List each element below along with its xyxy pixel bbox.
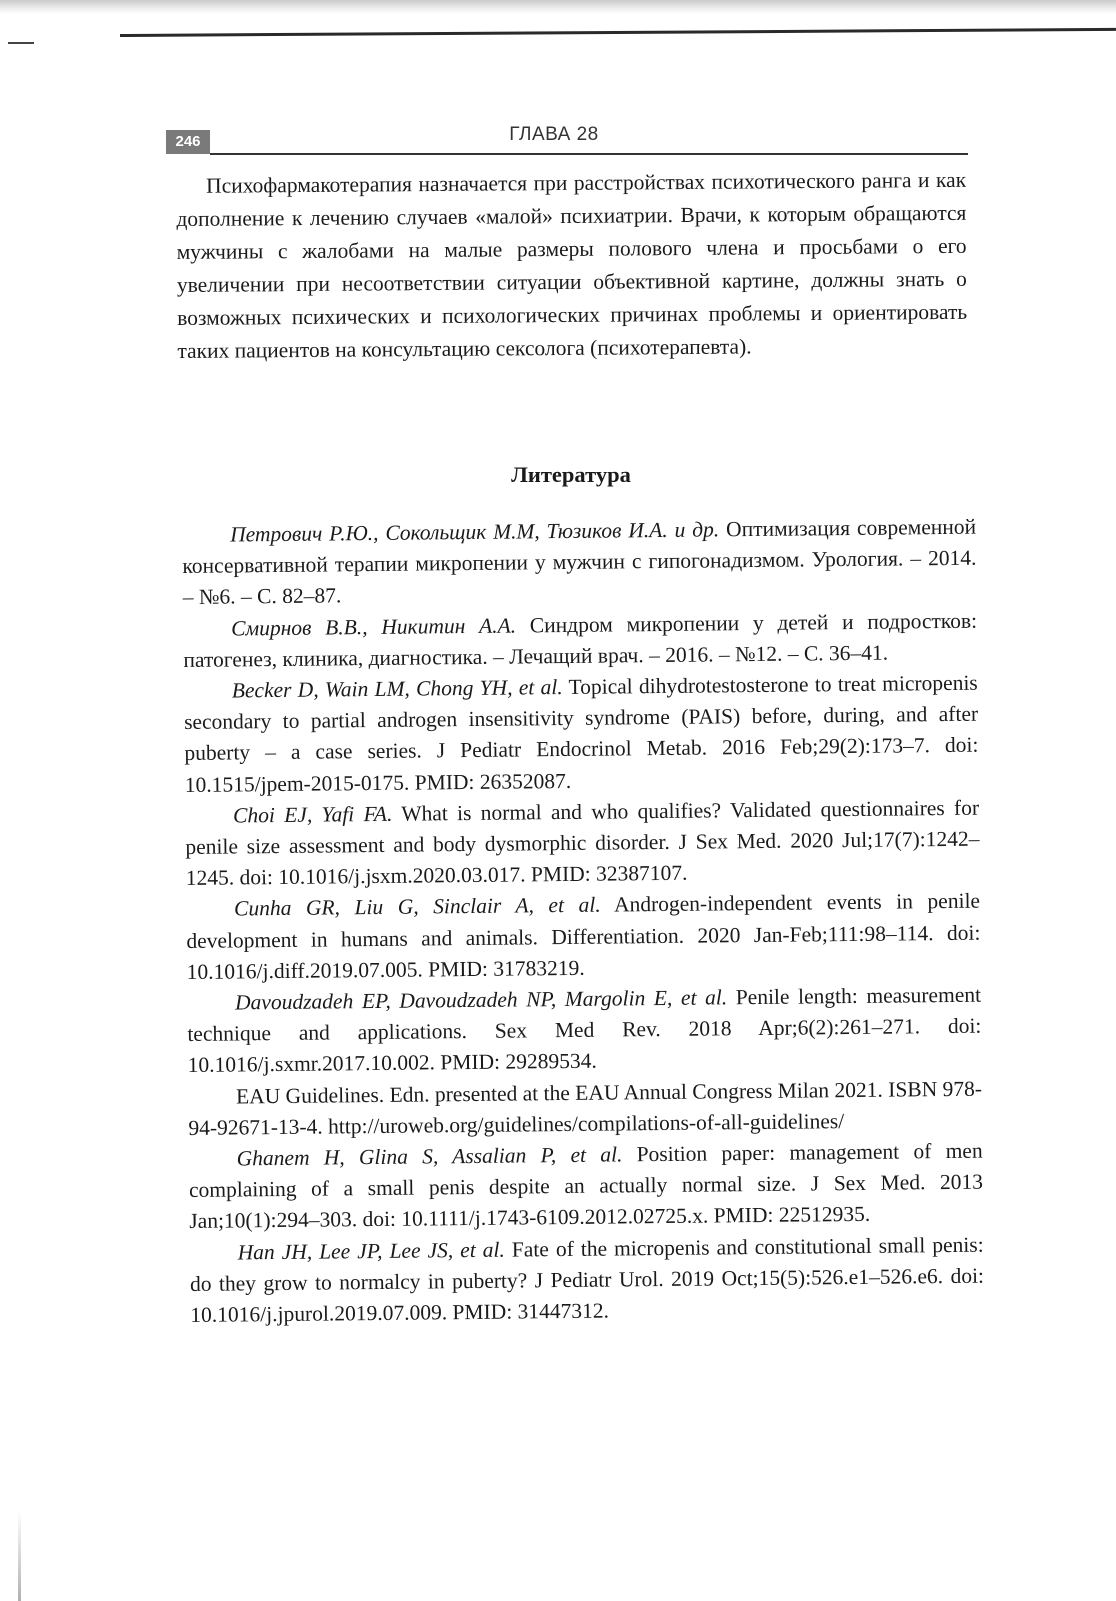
reference-text: Position paper: management of men complaining of a small penis despite an actually normal size. J Sex Med. 2013 Jan;10(1):294–303. doi: 10.1111/j.1743-6109.2012.02725.x. PMID: 22512935. — [188, 1138, 984, 1234]
reference-item — [183, 605, 978, 676]
reference-text: Androgen-independent events in penile development in humans and animals. Differentiation. 2020 Jan-Feb;111:98–114. doi: 10.1016/j.diff.2019.07.005. PMID: 31783219. — [186, 889, 981, 984]
page-number-badge: 246 — [166, 130, 210, 154]
chapter-title: ГЛАВА 28 — [509, 124, 599, 145]
reference-item — [187, 980, 982, 1082]
running-header — [166, 124, 968, 158]
reference-text: Penile length: measurement technique and applications. Sex Med Rev. 2018 Apr;6(2):261–271. doi: 10.1016/j.sxmr.2017.10.002. PMID: 29289534. — [187, 982, 982, 1078]
reference-item — [189, 1136, 984, 1238]
reference-item — [188, 1073, 983, 1144]
scan-gutter-shadow — [18, 1510, 21, 1601]
reference-text: Синдром микропении у детей и подростков: патогенез, клиника, диагностика. – Лечащий врач. – 2016. – №12. – С. 36–41. — [183, 608, 978, 672]
scan-top-rule — [120, 28, 1116, 37]
reference-text: Topical dihydrotestosterone to treat micropenis secondary to partial androgen insensitivity syndrome (PAIS) before, during, and after puberty – a case series. J Pediatr Endocrinol Metab. 2016 Feb;29(2):173–7. doi: 10.1515/jpem-2015-0175. PMID: 26352087. — [183, 670, 979, 797]
literature-heading: Литература — [511, 462, 631, 487]
body-text — [176, 164, 968, 368]
reference-authors: Han JH, Lee JP, Lee JS, et al. — [237, 1237, 505, 1265]
scan-mark — [8, 42, 34, 44]
reference-text: Fate of the micropenis and constitutional small penis: do they grow to normalcy in puberty? J Pediatr Urol. 2019 Oct;15(5):526.e1–526.e6. doi: 10.1016/j.jpurol.2019.07.009. PMID: 31447312. — [189, 1232, 985, 1328]
reference-item — [182, 512, 977, 614]
header-rule — [210, 153, 968, 155]
reference-text: What is normal and who qualifies? Validated questionnaires for penile size assessment and body dysmorphic disorder. J Sex Med. 2020 Jul;17(7):1242–1245. doi: 10.1016/j.jsxm.2020.03.017. PMID: 32387107. — [185, 795, 980, 891]
reference-authors: Becker D, Wain LM, Chong YH, et al. — [231, 675, 563, 703]
body-paragraph: Психофармакотерапия назначается при расстройствах психотического ранга и как дополнение к лечению случаев «малой» психиатрии. Врачи, к которым обращаются мужчины с жалобами на малые размеры полового члена и просьбами о его увеличении при несоответствии ситуации объективной картине, должны знать о возможных психических и психологических причинах проблемы и ориентировать таких пациентов на консультацию сексолога (психотерапевта). — [176, 167, 968, 363]
reference-authors: Davoudzadeh EP, Davoudzadeh NP, Margolin E, et al. — [234, 985, 728, 1015]
scan-edge-shadow — [0, 0, 1116, 14]
reference-authors: Cunha GR, Liu G, Sinclair A, et al. — [233, 893, 601, 921]
reference-item — [190, 1229, 985, 1331]
reference-authors: Choi EJ, Yafi FA. — [232, 801, 393, 828]
reference-item — [184, 668, 979, 801]
reference-authors: Смирнов В.В., Никитин А.А. — [231, 613, 517, 641]
reference-list — [182, 512, 984, 1332]
reference-authors: Петрович Р.Ю., Сокольщик М.М, Тюзиков И.А. и др. — [230, 517, 720, 547]
reference-text: Оптимизация современной консервативной терапии микропении у мужчин с гипогонадизмом. Урология. – 2014. – №6. – С. 82–87. — [182, 514, 977, 610]
reference-item — [185, 792, 980, 894]
reference-item — [186, 886, 981, 988]
reference-text: EAU Guidelines. Edn. presented at the EAU Annual Congress Milan 2021. ISBN 978-94-92671-13-4. http://uroweb.org/guidelines/compilations-of-all-guidelines/ — [188, 1076, 983, 1140]
reference-authors: Ghanem H, Glina S, Assalian P, et al. — [236, 1142, 623, 1171]
